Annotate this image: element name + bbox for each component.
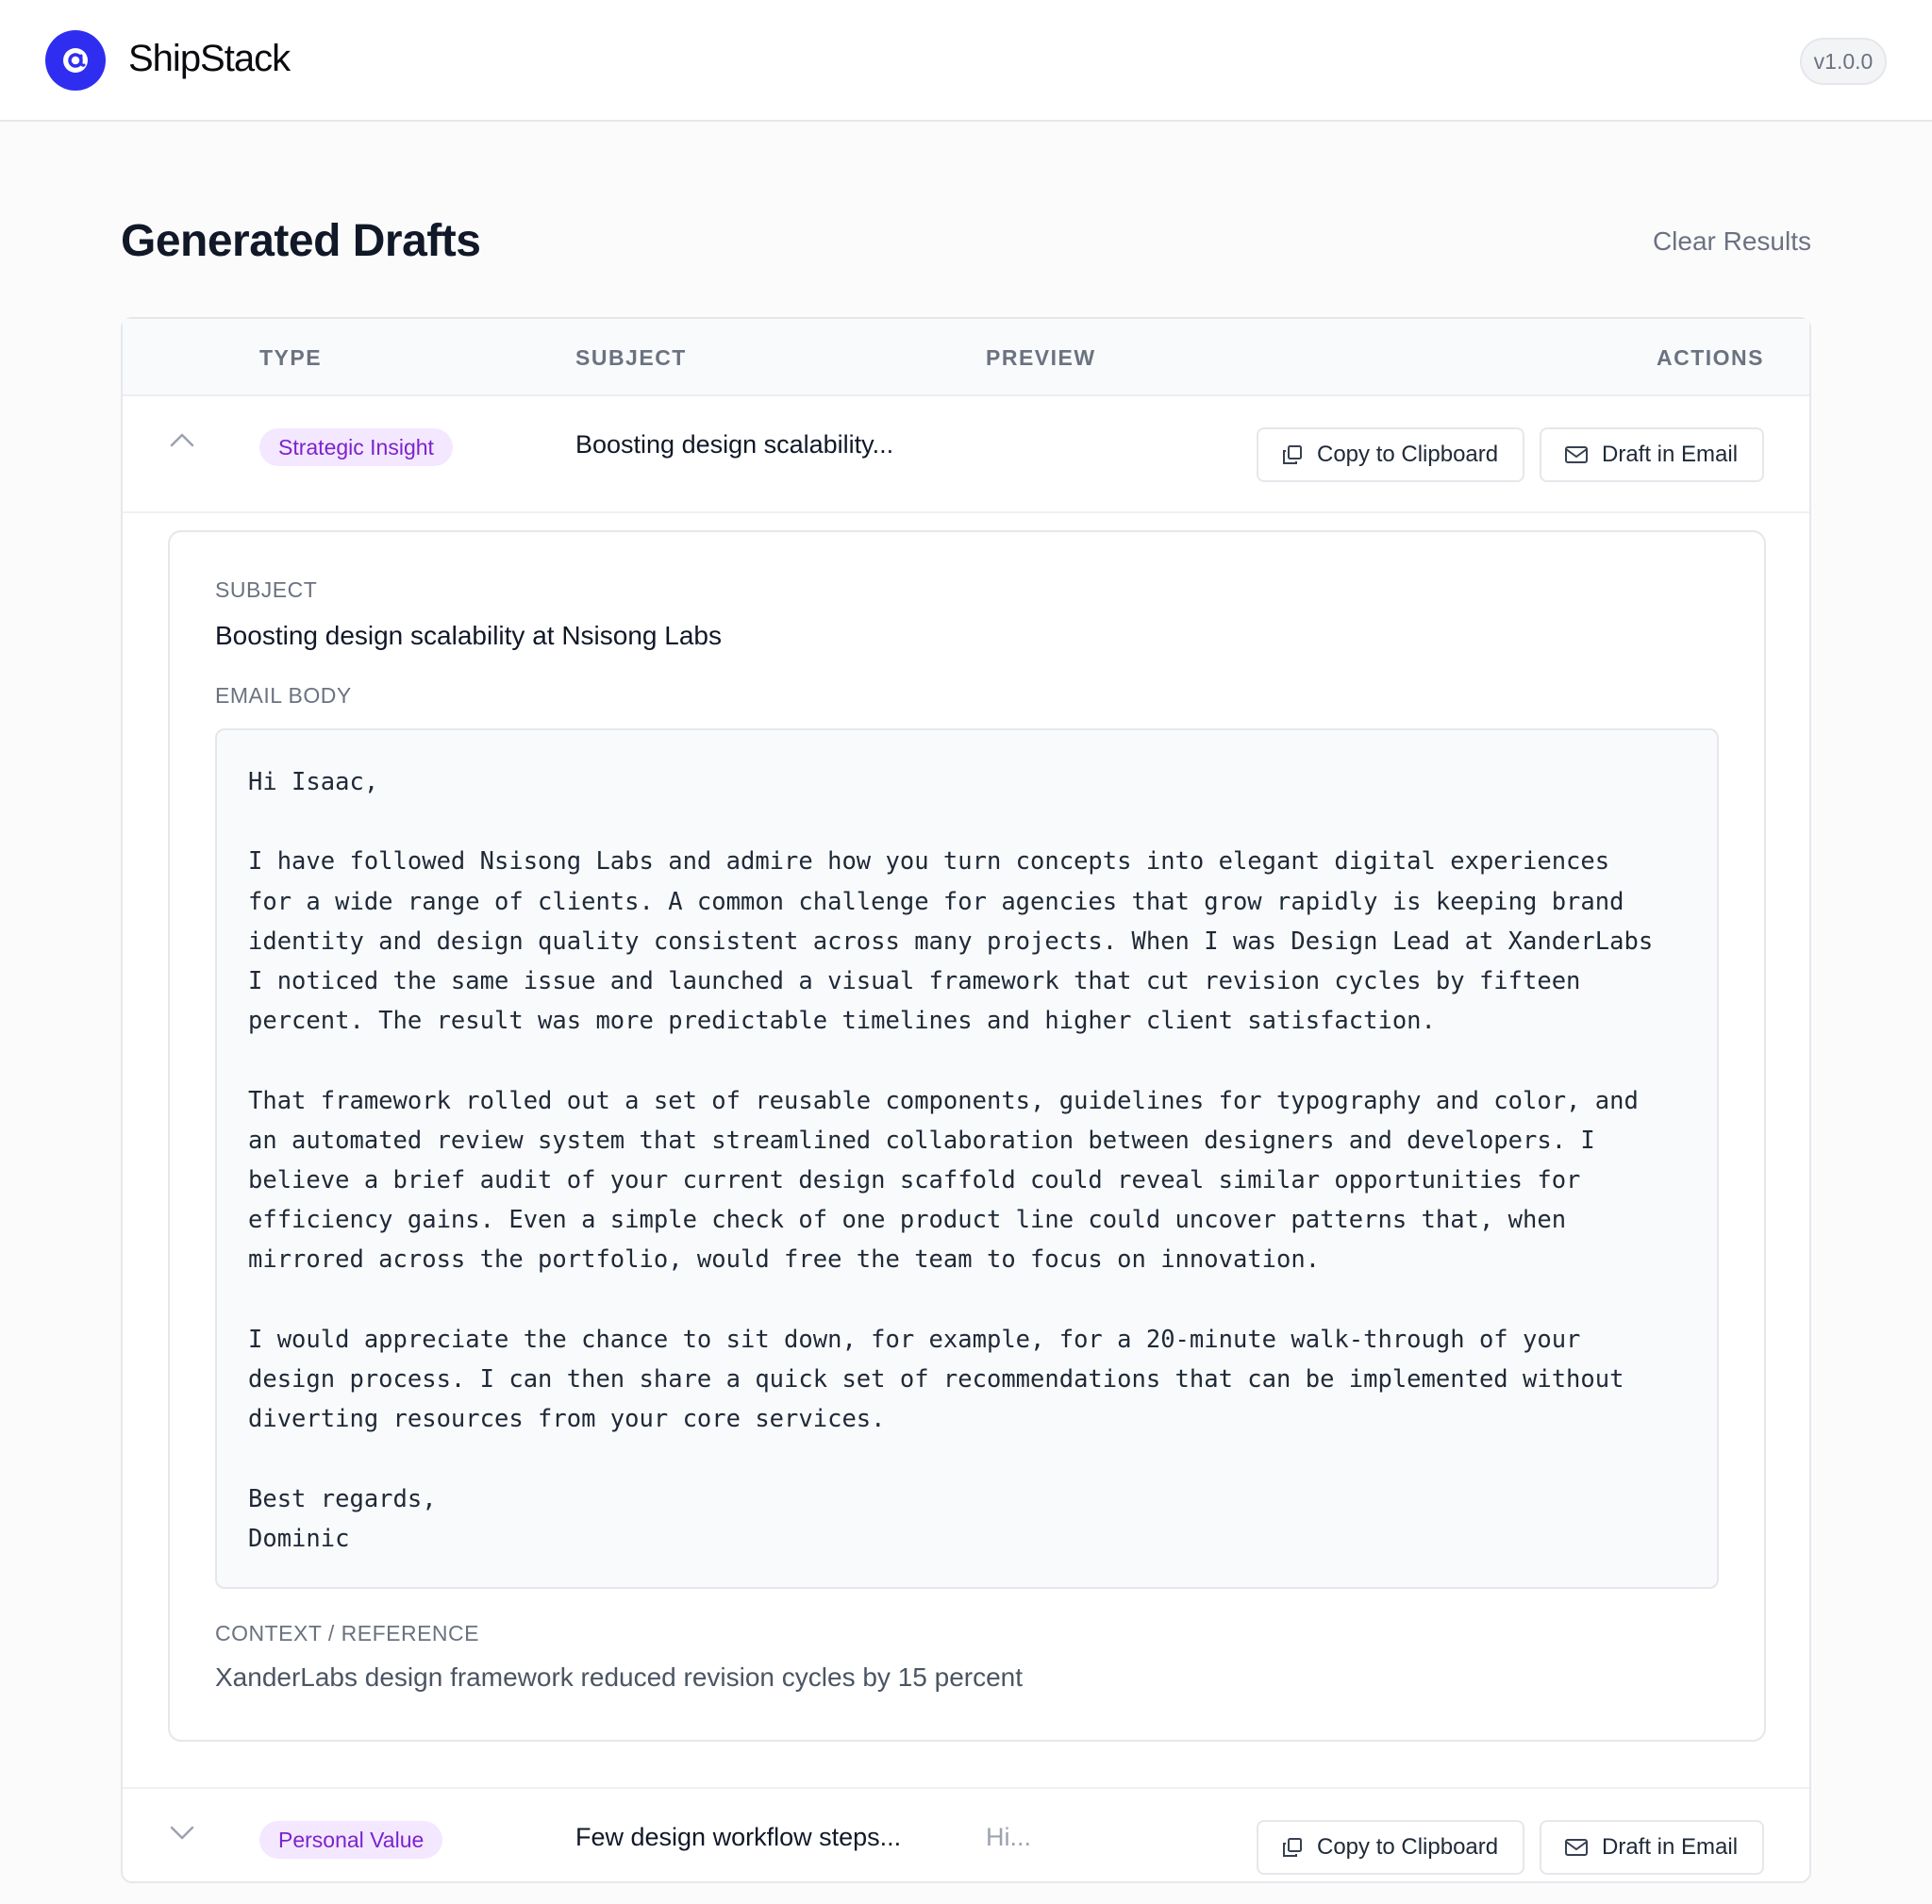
type-badge: Personal Value [259, 1821, 442, 1859]
top-bar [0, 0, 1932, 122]
expand-chevron-icon[interactable] [168, 1823, 196, 1846]
collapse-chevron-icon[interactable] [168, 430, 196, 454]
copy-icon [1281, 1836, 1304, 1859]
draft-in-email-button[interactable] [1540, 1820, 1764, 1875]
row-preview: Hi... [986, 1823, 1032, 1851]
subject-full: Boosting design scalability at Nsisong Labs [215, 621, 722, 650]
clear-results-button[interactable]: Clear Results [1652, 226, 1811, 256]
app-name: ShipStack [128, 38, 291, 79]
context-text: XanderLabs design framework reduced revision cycles by 15 percent [215, 1662, 1024, 1692]
table-header [123, 319, 1809, 396]
version-badge: v1.0.0 [1800, 38, 1887, 85]
mail-icon [1564, 1837, 1589, 1858]
drafts-table [121, 317, 1811, 1883]
page-title: Generated Drafts [121, 216, 481, 266]
column-header-preview: PREVIEW [986, 345, 1096, 370]
draft-in-email-button[interactable] [1540, 427, 1764, 482]
table-row[interactable] [123, 1787, 1809, 1904]
copy-to-clipboard-button[interactable] [1257, 427, 1524, 482]
column-header-type: TYPE [259, 345, 323, 370]
row-subject: Boosting design scalability... [575, 430, 894, 459]
subject-label: SUBJECT [215, 577, 318, 602]
copy-to-clipboard-button[interactable] [1257, 1820, 1524, 1875]
type-badge: Strategic Insight [259, 428, 453, 466]
table-row[interactable] [123, 396, 1809, 513]
column-header-subject: SUBJECT [575, 345, 687, 370]
draft-detail-panel [168, 530, 1766, 1742]
mail-icon [1564, 444, 1589, 465]
logo-icon [45, 30, 106, 91]
copy-icon [1281, 443, 1304, 466]
row-subject: Few design workflow steps... [575, 1823, 902, 1851]
column-header-actions: ACTIONS [1657, 345, 1764, 370]
email-body[interactable]: Hi Isaac, I have followed Nsisong Labs and admire how you turn concepts into elegant digital experiences for a wide range of clients. A common challenge for agencies that grow rapidly is keeping brand identity and design quality consistent across many projects. When I was Design Lead at XanderLabs I noticed the same issue and launched a visual framework that cut revision cycles by fifteen percent. The result was more predictable timelines and higher client satisfaction. That framework rolled out a set of reusable components, guidelines for typography and color, and an automated review system that streamlined collaboration between designers and developers. I believe a brief audit of your current design scaffold could reveal similar opportunities for efficiency gains. Even a simple check of one product line could uncover patterns that, when mirrored across the portfolio, would free the team to focus on innovation. I would appreciate the chance to sit down, for example, for a 20-minute walk-through of your design process. I can then share a quick set of recommendations that can be implemented without diverting resources from your core services. Best regards, Dominic [215, 728, 1719, 1589]
email-body-label: EMAIL BODY [215, 683, 352, 708]
context-label: CONTEXT / REFERENCE [215, 1621, 479, 1645]
copy-button-label: Copy to Clipboard [1317, 1834, 1499, 1860]
copy-button-label: Copy to Clipboard [1317, 442, 1499, 467]
email-button-label: Draft in Email [1602, 1834, 1739, 1860]
email-button-label: Draft in Email [1602, 442, 1739, 467]
